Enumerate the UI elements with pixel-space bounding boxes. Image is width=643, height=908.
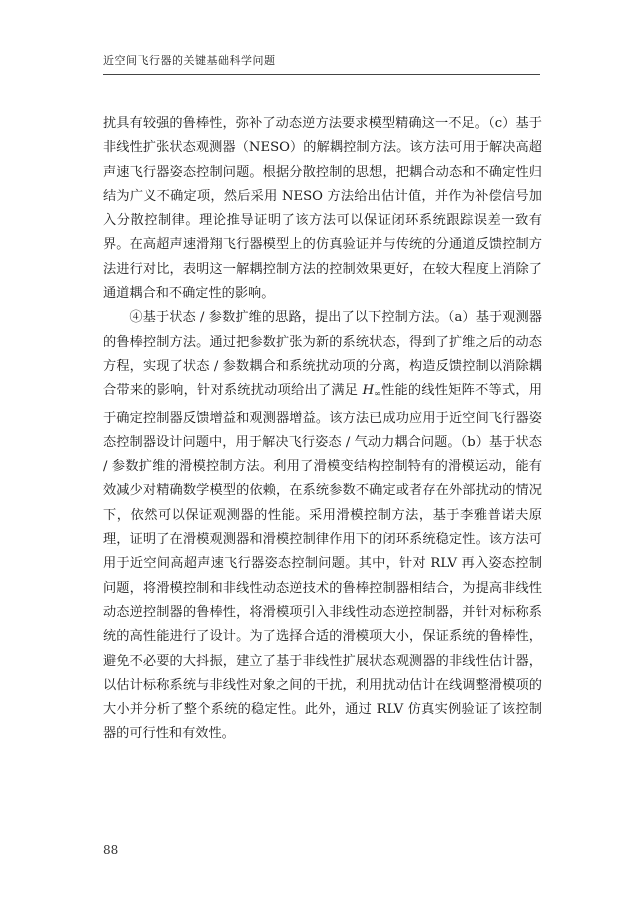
paragraph-2 — [103, 306, 542, 746]
page-number: 88 — [103, 843, 119, 857]
paragraph-1: 扰具有较强的鲁棒性，弥补了动态逆方法要求模型精确这一不足。（c）基于非线性扩张状态观测器（NESO）的解耦控制方法。该方法可用于解决高超声速飞行器姿态控制问题。根据分散控制的思想，把耦合动态和不确定性归结为广义不确定项，然后采用 NESO 方法给出估计值，并作为补偿信号加入分散控制律。理论推导证明了该方法可以保证闭环系统跟踪误差一致有界。在高超声速滑翔飞行器模型上的仿真验证并与传统的分通道反馈控制方法进行对比，表明这一解耦控制方法的控制效果更好，在较大程度上消除了通道耦合和不确定性的影响。 — [103, 116, 542, 302]
running-header: 近空间飞行器的关键基础科学问题 — [103, 54, 276, 67]
body-text — [103, 112, 542, 747]
h-infinity-symbol: $H_\infty$ — [362, 383, 381, 399]
paragraph-2-part-1: ④基于状态 / 参数扩维的思路，提出了以下控制方法。（a）基于观测器的鲁棒控制方法。通过把参数扩张为新的系统状态，得到了扩维之后的动态方程，实现了状态 / 参数耦合和系统扰动项的分离，构造反馈控制以消除耦合带来的影响，针对系统扰动项给出了满足 — [103, 310, 542, 399]
paragraph-2-part-2: 性能的线性矩阵不等式，用于确定控制器反馈增益和观测器增益。该方法已成功应用于近空间飞行器姿态控制器设计问题中，用于解决飞行姿态 / 气动力耦合问题。（b）基于状态 / 参数扩维的滑模控制方法。利用了滑模变结构控制特有的滑模运动，能有效减少对精确数学模型的依赖，在系统参数不确定或者存在外部扰动的情况下，依然可以保证观测器的性能。采用滑模控制方法，基于李雅普诺夫原理，证明了在滑模观测器和滑模控制律作用下的闭环系统稳定性。该方法可用于近空间高超声速飞行器姿态控制问题。其中，针对 RLV 再入姿态控制问题，将滑模控制和非线性动态逆技术的鲁棒控制器相结合，为提高非线性动态逆控制器的鲁棒性，将滑模项引入非线性动态逆控制器，并针对标称系统的高性能进行了设计。为了选择合适的滑模项大小，保证系统的鲁棒性，避免不必要的大抖振，建立了基于非线性扩展状态观测器的非线性估计器，以估计标称系统与非线性对象之间的干扰，利用扰动估计在线调整滑模项的大小并分析了整个系统的稳定性。此外，通过 RLV 仿真实例验证了该控制器的可行性和有效性。 — [103, 383, 543, 742]
header-rule — [103, 74, 540, 75]
